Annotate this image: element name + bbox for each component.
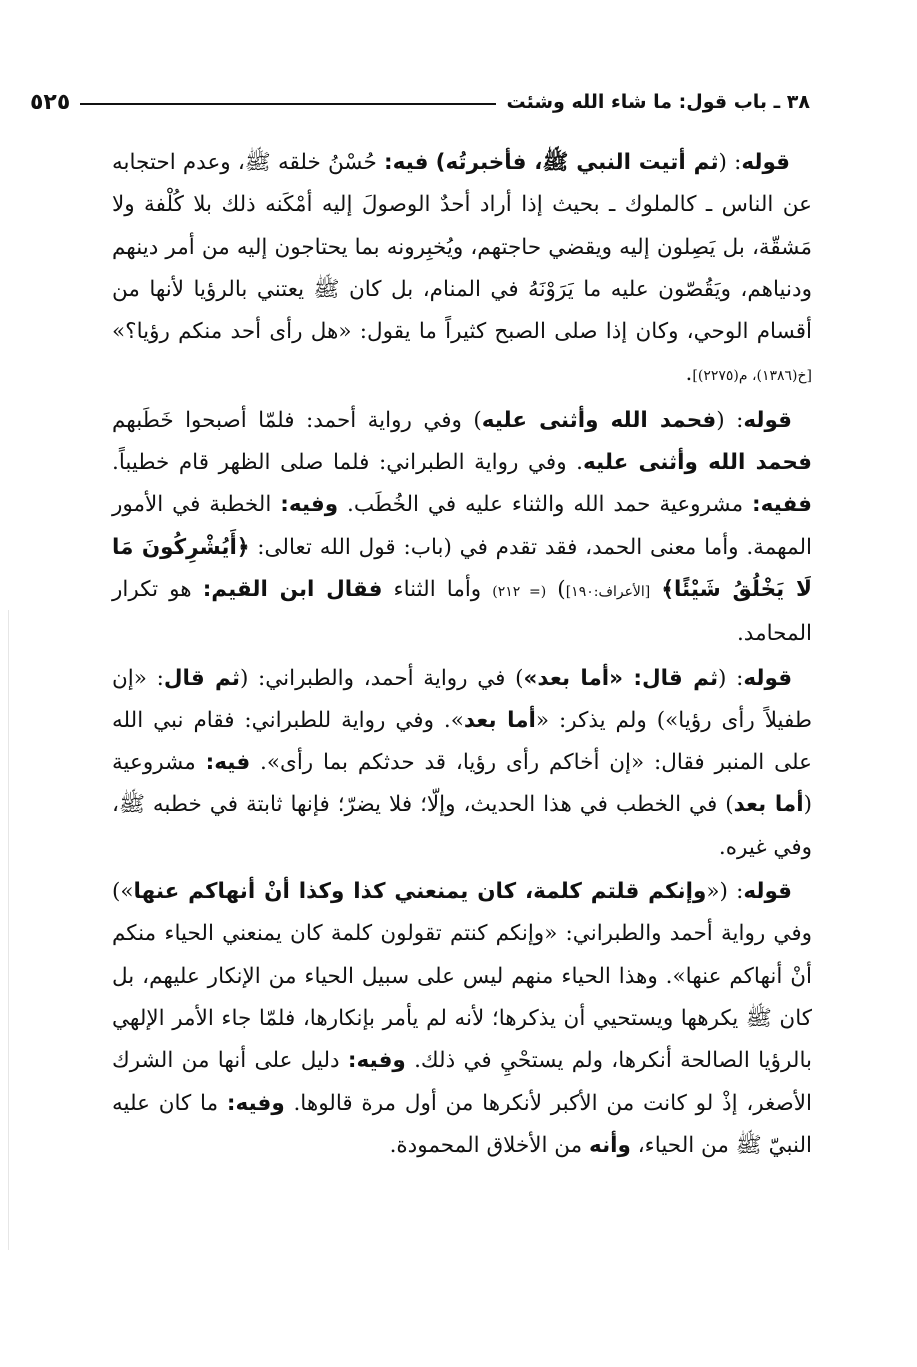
text-run: حُسْنُ خلقه ﷺ، وعدم احتجابه عن الناس ـ كالملوك ـ بحيث إذا أراد أحدٌ الوصولَ إليه أمْكَنه ذلك بلا كُلْفة ولا مَشقّة، بل يَصِلون إليه ويقضي حاجتهم، ويُخبِرونه بما يحتاجون إليه من أمر دينهم ودنياهم، ويَقُصّون عليه ما يَرَوْنَهُ في المنام، بل كان ﷺ يعتني بالرؤيا لأنها من أقسام الوحي، وكان إذا صلى الصبح كثيراً ما يقول: «هل رأى أحد منكم رؤيا؟» (112, 150, 812, 345)
text-run: : (« (706, 879, 744, 905)
text-run: : ( (718, 150, 742, 175)
text-run: ) في رواية أحمد، والطبراني: ( (239, 665, 524, 691)
text-run: مشروعية حمد الله والثناء عليه في الخُطَب. (338, 492, 753, 518)
citation: (= ٢١٢) (492, 583, 547, 600)
bold-phrase: أما بعد (463, 707, 536, 733)
text-run: ». وفي رواية للطبراني: فقام نبي الله على المنبر فقال: «إن أخاكم رأى رؤيا، قد حدثكم بما رأى». (112, 707, 813, 776)
text-run: ) (546, 576, 566, 602)
paragraph (112, 400, 812, 656)
text-run: وأما الثناء (382, 576, 493, 602)
bold-phrase: وفيه: (347, 1048, 406, 1074)
bold-phrase: وفيه: (280, 492, 339, 518)
text-run: ) وفي رواية أحمد: فلمّا أصبحوا خَطَبهم (112, 407, 482, 433)
chapter-title: ٣٨ ـ باب قول: ما شاء الله وشئت (506, 91, 810, 113)
bold-phrase: قوله (741, 150, 790, 175)
text-run: دليل على أنها من الشرك الأصغر، إذْ لو كانت من الأكبر لأنكرها من أول مرة قالوها. (112, 1048, 813, 1116)
bold-phrase: وأنه (589, 1132, 631, 1158)
running-header (30, 82, 810, 122)
paragraph (112, 871, 812, 1167)
scan-edge-line (8, 610, 9, 1250)
bold-phrase: قوله (743, 407, 793, 433)
text-run: . (685, 361, 693, 387)
bold-phrase: قوله (743, 665, 793, 691)
bold-phrase: ﴿أَيُشْرِكُونَ مَا لَا يَخْلُقُ شَيْئًا﴾ (112, 534, 812, 602)
bold-phrase: فحمد الله وأثنى عليه (583, 450, 812, 476)
text-run: . وفي رواية الطبراني: فلما صلى الظهر قام خطيباً. (112, 450, 584, 476)
bold-phrase: أما بعد (733, 792, 804, 818)
text-run: ما كان عليه النبيّ ﷺ من الحياء، (112, 1090, 812, 1158)
paragraph (112, 658, 812, 869)
text-run: : «إن طفيلاً رأى رؤيا») ولم يذكر: « (112, 665, 812, 733)
bold-phrase: فقال ابن القيم: (202, 576, 383, 602)
text-run: مشروعية ( (112, 750, 813, 818)
text-run: : ( (718, 665, 744, 691)
page-number: ٥٢٥ (30, 89, 71, 115)
text-run (650, 577, 661, 602)
paragraph (112, 142, 812, 398)
bold-phrase: فحمد الله وأثنى عليه (481, 407, 717, 433)
bold-phrase: ثم قال (163, 665, 240, 691)
text-run: ) في الخطب في هذا الحديث، وإلّا؛ فلا يضرّ؛ فإنها ثابتة في خطبه ﷺ، وفي غيره. (112, 792, 812, 860)
bold-phrase: وفيه: (226, 1090, 285, 1116)
citation: [خ(١٣٨٦)، م(٢٢٧٥)] (692, 368, 812, 385)
header-rule (80, 103, 496, 105)
text-run: ») وفي رواية أحمد والطبراني: «وإنكم كنتم تقولون كلمة كان يمنعني الحياء منكم أنْ أنهاكم عنها». وهذا الحياء منهم ليس على سبيل الحياء من الإنكار عليهم، بل كان ﷺ يكرهها ويستحيي أن يذكرها؛ لأنه لم يأمر بإنكارها، فلمّا جاء الأمر الإلهي بالرؤيا الصالحة أنكرها، ولم يستحْيِ في ذلك. (112, 879, 812, 1074)
text-run: : ( (716, 407, 744, 433)
body-text (112, 142, 812, 1169)
bold-phrase: فيه: (383, 150, 429, 175)
text-run: الخطبة في الأمور المهمة. وأما معنى الحمد، فقد تقدم في (باب: قول الله تعالى: (112, 492, 812, 560)
bold-phrase: ثم أتيت النبي ﷺ، فأخبرتُه) (435, 150, 719, 175)
bold-phrase: وإنكم قلتم كلمة، كان يمنعني كذا وكذا أنْ أنهاكم عنها (133, 879, 707, 905)
text-run: من الأخلاق المحمودة. (389, 1132, 590, 1158)
bold-phrase: قوله (743, 879, 792, 905)
text-run (428, 150, 435, 175)
bold-phrase: ثم قال: «أما بعد» (523, 665, 719, 691)
bold-phrase: ففيه: (752, 492, 812, 518)
text-run: هو تكرار المحامد. (112, 576, 812, 647)
citation: [الأعراف:١٩٠] (565, 583, 651, 600)
bold-phrase: فيه: (205, 750, 251, 776)
